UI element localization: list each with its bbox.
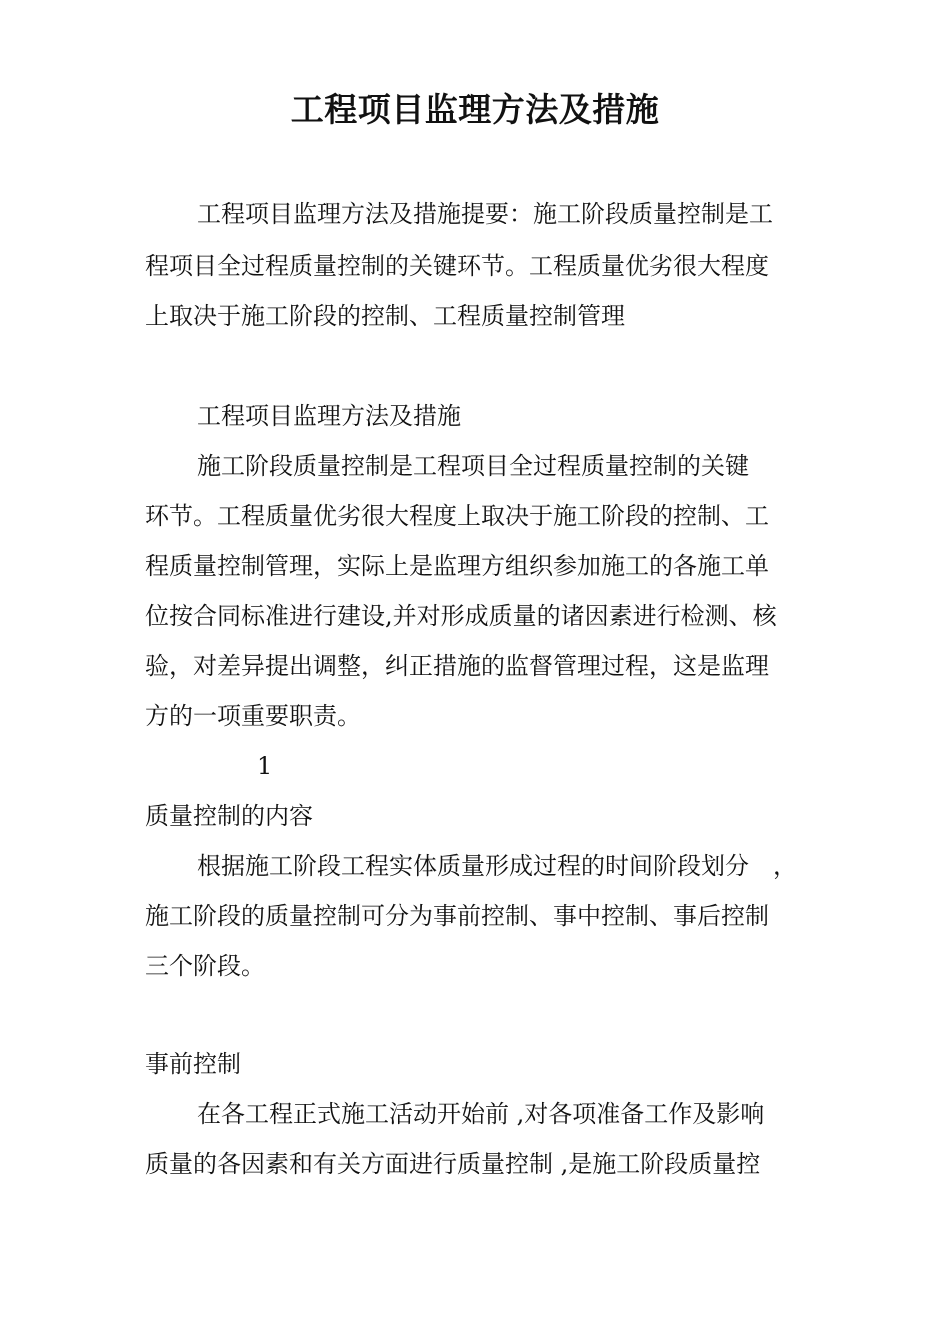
paragraph-line: 施工阶段质量控制是工程项目全过程质量控制的关键 [197,452,749,480]
paragraph-line: 施工阶段的质量控制可分为事前控制、事中控制、事后控制 [145,902,769,930]
paragraph-line: 根据施工阶段工程实体质量形成过程的时间阶段划分 ， [197,852,797,880]
paragraph-line: 位按合同标准进行建设,并对形成质量的诸因素进行检测、核 [145,602,777,630]
summary-line: 程项目全过程质量控制的关键环节。工程质量优劣很大程度 [145,252,769,280]
summary-line: 上取决于施工阶段的控制、工程质量控制管理 [145,302,625,330]
paragraph-line: 程质量控制管理，实际上是监理方组织参加施工的各施工单 [145,552,769,580]
paragraph-line: 质量的各因素和有关方面进行质量控制 ,是施工阶段质量控 [145,1150,761,1178]
paragraph-line: 环节。工程质量优劣很大程度上取决于施工阶段的控制、工 [145,502,769,530]
section-heading: 事前控制 [145,1050,241,1078]
paragraph-line: 验，对差异提出调整，纠正措施的监督管理过程，这是监理 [145,652,769,680]
section-number: 1 [257,752,273,780]
section-heading: 工程项目监理方法及措施 [197,402,461,430]
summary-line: 工程项目监理方法及措施提要：施工阶段质量控制是工 [197,200,773,228]
paragraph-line: 方的一项重要职责。 [145,702,361,730]
section-heading: 质量控制的内容 [145,802,313,830]
paragraph-line: 在各工程正式施工活动开始前 ,对各项准备工作及影响 [197,1100,765,1128]
paragraph-line: 三个阶段。 [145,952,265,980]
document-title: 工程项目监理方法及措施 [290,90,660,129]
